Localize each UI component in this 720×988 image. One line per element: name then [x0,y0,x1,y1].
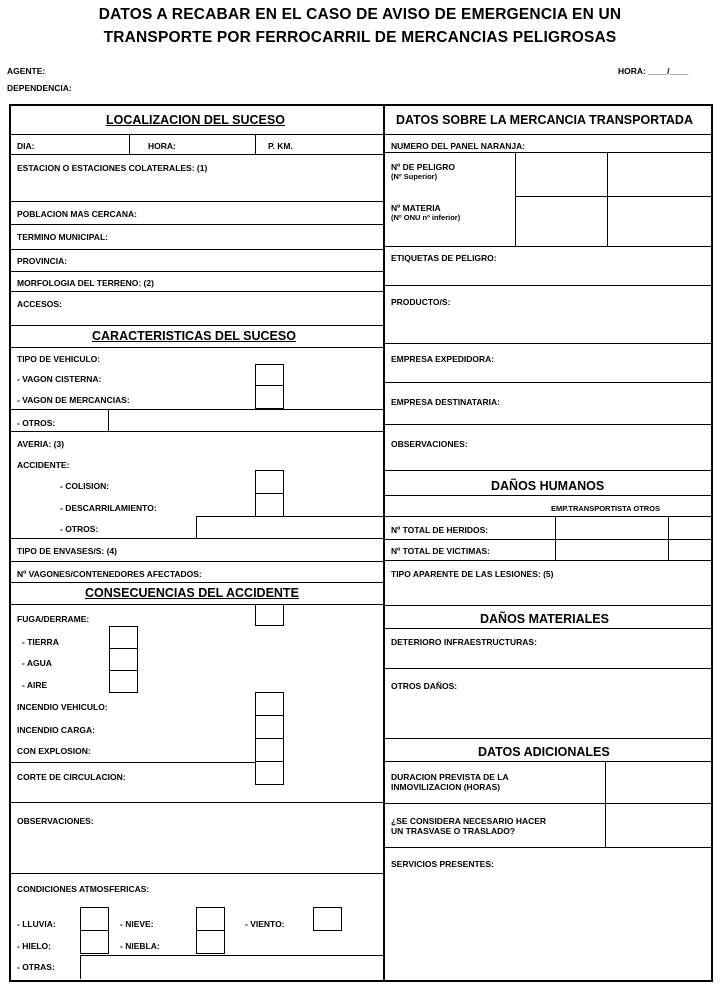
rule [11,802,383,803]
aire-checkbox[interactable] [109,670,138,693]
otros-accidente-label: - OTROS: [60,524,99,534]
incendio-vehiculo-checkbox[interactable] [255,692,284,716]
vagon-cisterna-checkbox[interactable] [255,364,284,386]
danos-humanos-title: DAÑOS HUMANOS [491,479,605,493]
trasvase-label-2: UN TRASVASE O TRASLADO? [391,826,516,836]
tipo-vehiculo-label: TIPO DE VEHICULO: [17,354,101,364]
aire-label: - AIRE [22,680,48,690]
rule [384,470,711,471]
victimas-label: Nº TOTAL DE VICTIMAS: [391,546,490,556]
rule [11,271,383,272]
heridos-emp-field[interactable] [556,517,667,538]
incendio-carga-label: INCENDIO CARGA: [17,725,95,735]
materia-sub-label: (Nº ONU nº inferior) [391,213,461,222]
rule [384,134,711,135]
rule [11,325,383,326]
lesiones-label: TIPO APARENTE DE LAS LESIONES: (5) [391,569,554,579]
rule [384,382,711,383]
rule [11,224,383,225]
rule [384,668,711,669]
trasvase-label-1: ¿SE CONSIDERA NECESARIO HACER [391,816,547,826]
descarrilamiento-checkbox[interactable] [255,493,284,517]
hielo-label: - HIELO: [17,941,51,951]
form-title-line-2: TRANSPORTE POR FERROCARRIL DE MERCANCIAS PELIGROSAS [103,29,617,46]
accesos-label: ACCESOS: [17,299,62,309]
otros-vehiculo-label: - OTROS: [17,418,56,428]
nieve-label: - NIEVE: [120,919,154,929]
rule [11,561,383,562]
con-explosion-checkbox[interactable] [255,738,284,762]
otros-danos-label: OTROS DAÑOS: [391,681,458,691]
duracion-label-2: INMOVILIZACION (HORAS) [391,782,501,792]
deterioro-label: DETERIORO INFRAESTRUCTURAS: [391,637,537,647]
rule [384,495,711,496]
viento-label: - VIENTO: [245,919,285,929]
rule [11,538,383,539]
numero-materia-field[interactable] [516,197,711,245]
heridos-otros-field[interactable] [669,517,711,538]
vagon-mercancias-checkbox[interactable] [255,385,284,409]
corte-circulacion-checkbox[interactable] [255,761,284,785]
column-divider [383,106,385,980]
tierra-checkbox[interactable] [109,626,138,649]
trasvase-field[interactable] [606,804,711,846]
rule [11,582,383,583]
incendio-carga-checkbox[interactable] [255,715,284,739]
poblacion-label: POBLACION MAS CERCANA: [17,209,137,219]
peligro-sub-label: (Nº Superior) [391,172,438,181]
pkm-label: P. KM. [268,141,293,151]
hora-label: HORA: [148,141,176,151]
rule [11,762,255,763]
rule [384,343,711,344]
localizacion-title: LOCALIZACION DEL SUCESO [106,113,285,127]
tierra-label: - TIERRA [22,637,59,647]
hora-header-label: HORA: ____/____ [618,66,689,76]
morfologia-label: MORFOLOGIA DEL TERRENO: (2) [17,278,154,288]
victimas-otros-field[interactable] [669,540,711,559]
rule [129,134,130,154]
servicios-label: SERVICIOS PRESENTES: [391,859,494,869]
agente-label: AGENTE: [7,66,46,76]
incendio-vehiculo-label: INCENDIO VEHICULO: [17,702,108,712]
rule [11,154,383,155]
caracteristicas-title: CARACTERISTICAS DEL SUCESO [92,329,296,343]
rule [11,873,383,874]
rule [384,424,711,425]
rule [255,134,256,154]
rule [384,605,711,606]
observaciones-left-label: OBSERVACIONES: [17,816,94,826]
condiciones-label: CONDICIONES ATMOSFERICAS: [17,884,150,894]
hielo-checkbox[interactable] [80,930,109,954]
duracion-field[interactable] [606,762,711,802]
destinataria-label: EMPRESA DESTINATARIA: [391,397,500,407]
tipo-envases-label: TIPO DE ENVASES/S: (4) [17,546,117,556]
observaciones-right-label: OBSERVACIONES: [391,439,468,449]
provincia-label: PROVINCIA: [17,256,68,266]
fuga-checkbox[interactable] [255,604,284,626]
numero-peligro-field[interactable] [516,153,711,195]
rule [384,628,711,629]
duracion-label-1: DURACION PREVISTA DE LA [391,772,509,782]
colision-label: - COLISION: [60,481,110,491]
rule [384,738,711,739]
agua-checkbox[interactable] [109,648,138,671]
rule [384,246,711,247]
humanos-columns-header: EMP.TRANSPORTISTA OTROS [551,504,661,513]
otras-field[interactable] [81,956,382,978]
estacion-label: ESTACION O ESTACIONES COLATERALES: (1) [17,163,208,173]
danos-materiales-title: DAÑOS MATERIALES [480,612,609,626]
lluvia-label: - LLUVIA: [17,919,56,929]
rule [11,431,383,432]
rule [384,285,711,286]
rule [11,604,383,605]
rule [11,134,383,135]
niebla-label: - NIEBLA: [120,941,160,951]
rule [384,560,711,561]
peligro-label: Nº DE PELIGRO [391,162,456,172]
averia-label: AVERIA: (3) [17,439,65,449]
otras-label: - OTRAS: [17,962,55,972]
vagones-afectados-label: Nº VAGONES/CONTENEDORES AFECTADOS: [17,569,202,579]
agua-label: - AGUA [22,658,52,668]
productos-label: PRODUCTO/S: [391,297,451,307]
termino-label: TERMINO MUNICIPAL: [17,232,108,242]
rule [11,291,383,292]
rule [11,201,383,202]
victimas-emp-field[interactable] [556,540,667,559]
con-explosion-label: CON EXPLOSION: [17,746,91,756]
datos-adicionales-title: DATOS ADICIONALES [478,745,610,759]
colision-checkbox[interactable] [255,470,284,494]
accidente-label: ACCIDENTE: [17,460,70,470]
expedidora-label: EMPRESA EXPEDIDORA: [391,354,495,364]
otros-accidente-field[interactable] [197,517,382,537]
viento-checkbox[interactable] [313,907,342,931]
consecuencias-title: CONSECUENCIAS DEL ACCIDENTE [85,586,299,600]
panel-naranja-label: NUMERO DEL PANEL NARANJA: [391,141,526,151]
rule [11,249,383,250]
descarrilamiento-label: - DESCARRILAMIENTO: [60,503,157,513]
corte-circulacion-label: CORTE DE CIRCULACION: [17,772,126,782]
materia-label: Nº MATERIA [391,203,441,213]
fuga-label: FUGA/DERRAME: [17,614,90,624]
rule [11,347,383,348]
nieve-checkbox[interactable] [196,907,225,931]
lluvia-checkbox[interactable] [80,907,109,931]
otros-vehiculo-field[interactable] [109,410,382,430]
rule [384,847,711,848]
dia-label: DIA: [17,141,35,151]
heridos-label: Nº TOTAL DE HERIDOS: [391,525,489,535]
mercancia-title: DATOS SOBRE LA MERCANCIA TRANSPORTADA [396,113,693,127]
etiquetas-label: ETIQUETAS DE PELIGRO: [391,253,497,263]
vagon-cisterna-label: - VAGON CISTERNA: [17,374,102,384]
vagon-mercancias-label: - VAGON DE MERCANCIAS: [17,395,130,405]
dependencia-label: DEPENDENCIA: [7,83,72,93]
form-title-line-1: DATOS A RECABAR EN EL CASO DE AVISO DE EMERGENCIA EN UN [98,6,622,23]
niebla-checkbox[interactable] [196,930,225,954]
